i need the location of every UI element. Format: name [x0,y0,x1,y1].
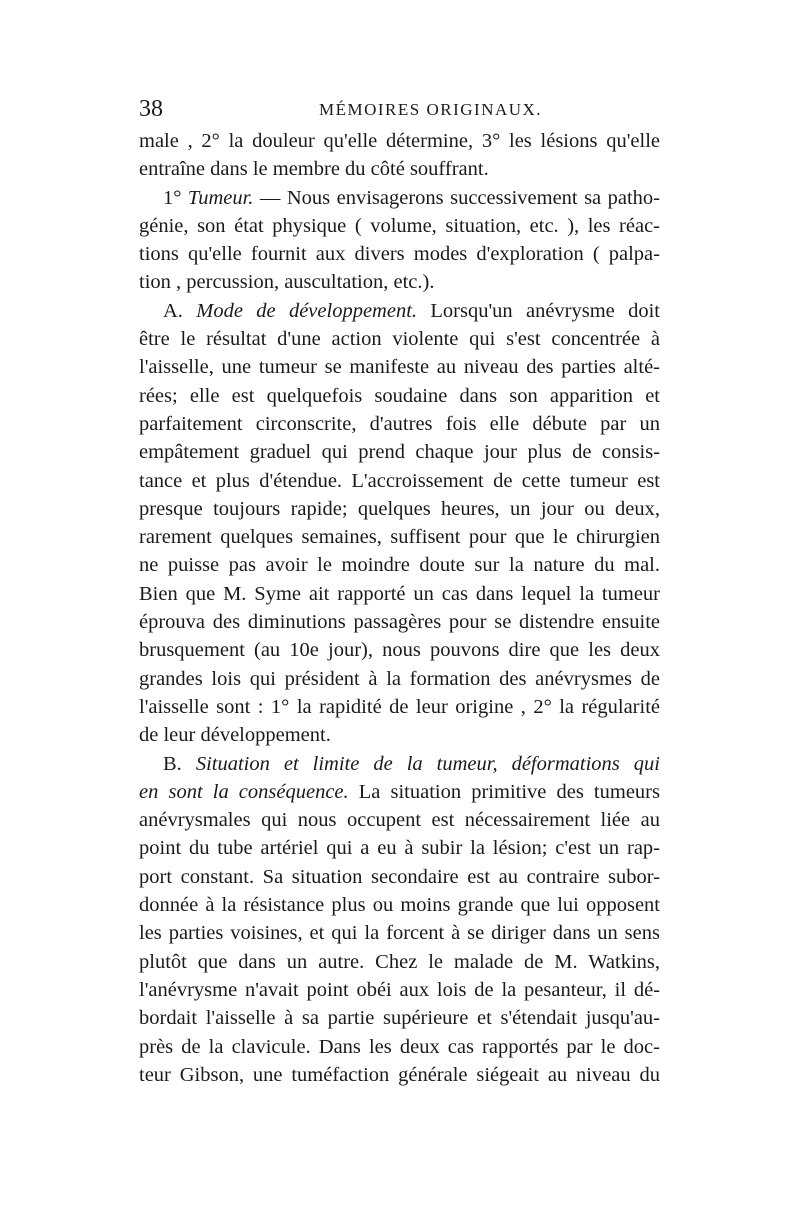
text-line [139,834,660,862]
text-line [139,212,660,240]
text-run: grandes lois qui président à la formation des anévrysmes de [139,667,660,690]
text-run: plutôt que dans un autre. Chez le malade de M. Watkins, [139,950,660,973]
text-line [139,636,660,664]
text-run: brusquement (au 10e jour), nous pouvons dire que les deux [139,639,660,662]
text-run: tion , percussion, auscultation, etc.). [139,271,435,294]
text-line [139,976,660,1004]
text-run: parfaitement circonscrite, d'autres fois elle débute par un [139,412,660,435]
text-line [139,1061,660,1089]
italic-text: en sont la conséquence. [139,780,349,803]
text-run: point du tube artériel qui a eu à subir la lésion; c'est un rap- [139,837,660,860]
italic-text: Mode de développement. [196,299,418,322]
text-run: rarement quelques semaines, suffisent pour que le chirurgien [139,526,660,549]
text-run: tions qu'elle fournit aux divers modes d'exploration ( palpa- [139,243,660,266]
page-number: 38 [139,96,163,122]
text-line [139,806,660,834]
text-line [139,353,660,381]
text-line [139,184,660,212]
text-line [139,382,660,410]
text-line [139,127,660,155]
text-line [139,1004,660,1032]
text-run: ne puisse pas avoir le moindre doute sur la nature du mal. [139,554,660,577]
text-line [139,438,660,466]
text-run: presque toujours rapide; quelques heures, un jour ou deux, [139,497,660,520]
text-line [139,948,660,976]
text-run: teur Gibson, une tuméfaction générale siégeait au niveau du [139,1063,660,1086]
text-run: entraîne dans le membre du côté souffrant. [139,158,489,181]
text-line [139,523,660,551]
text-run: — Nous envisagerons successivement sa patho- [253,186,660,209]
text-run: port constant. Sa situation secondaire est au contraire subor- [139,865,660,888]
text-run: 1° [163,186,188,209]
text-run: l'aisselle, une tumeur se manifeste au niveau des parties alté- [139,356,660,379]
text-line [139,495,660,523]
text-line [139,297,660,325]
text-run: les parties voisines, et qui la forcent à se diriger dans un sens [139,922,660,945]
text-run: B. [163,752,196,775]
text-run: A. [163,299,197,322]
text-line [139,693,660,721]
text-run: male , 2° la douleur qu'elle détermine, 3° les lésions qu'elle [139,130,660,152]
body-text [139,127,660,1089]
text-line [139,410,660,438]
text-line [139,551,660,579]
text-line [139,891,660,919]
text-line [139,467,660,495]
page-header [139,94,660,124]
running-head: MÉMOIRES ORIGINAUX. [319,100,543,119]
text-run: empâtement graduel qui prend chaque jour plus de consis- [139,441,660,464]
text-run: bordait l'aisselle à sa partie supérieure et s'étendait jusqu'au- [139,1007,660,1030]
text-line [139,1033,660,1061]
text-line [139,268,660,296]
italic-text: Tumeur. [187,186,254,209]
text-run: rées; elle est quelquefois soudaine dans son apparition et [139,384,660,407]
text-run: éprouva des diminutions passagères pour se distendre ensuite [139,611,660,634]
text-run: génie, son état physique ( volume, situation, etc. ), les réac- [139,214,660,237]
text-run: Bien que M. Syme ait rapporté un cas dans lequel la tumeur [139,582,660,605]
text-run: anévrysmales qui nous occupent est nécessairement liée au [139,809,660,832]
text-run: près de la clavicule. Dans les deux cas rapportés par le doc- [139,1035,660,1058]
text-line [139,721,660,749]
text-run: de leur développement. [139,724,331,747]
text-line [139,750,660,778]
text-run: Lorsqu'un anévrysme doit [417,299,660,322]
text-line [139,155,660,183]
text-line [139,919,660,947]
text-run: tance et plus d'étendue. L'accroissement de cette tumeur est [139,469,660,492]
text-line [139,325,660,353]
text-run: donnée à la résistance plus ou moins grande que lui opposent [139,894,660,917]
text-run: être le résultat d'une action violente qui s'est concentrée à [139,328,660,351]
text-line [139,863,660,891]
text-line [139,778,660,806]
text-run: l'anévrysme n'avait point obéi aux lois de la pesanteur, il dé- [139,978,660,1001]
text-line [139,608,660,636]
text-line [139,240,660,268]
text-run: l'aisselle sont : 1° la rapidité de leur origine , 2° la régularité [139,695,660,718]
text-run: La situation primitive des tumeurs [348,780,660,803]
text-line [139,665,660,693]
italic-text: Situation et limite de la tumeur, déformations qui [195,752,660,775]
text-line [139,580,660,608]
